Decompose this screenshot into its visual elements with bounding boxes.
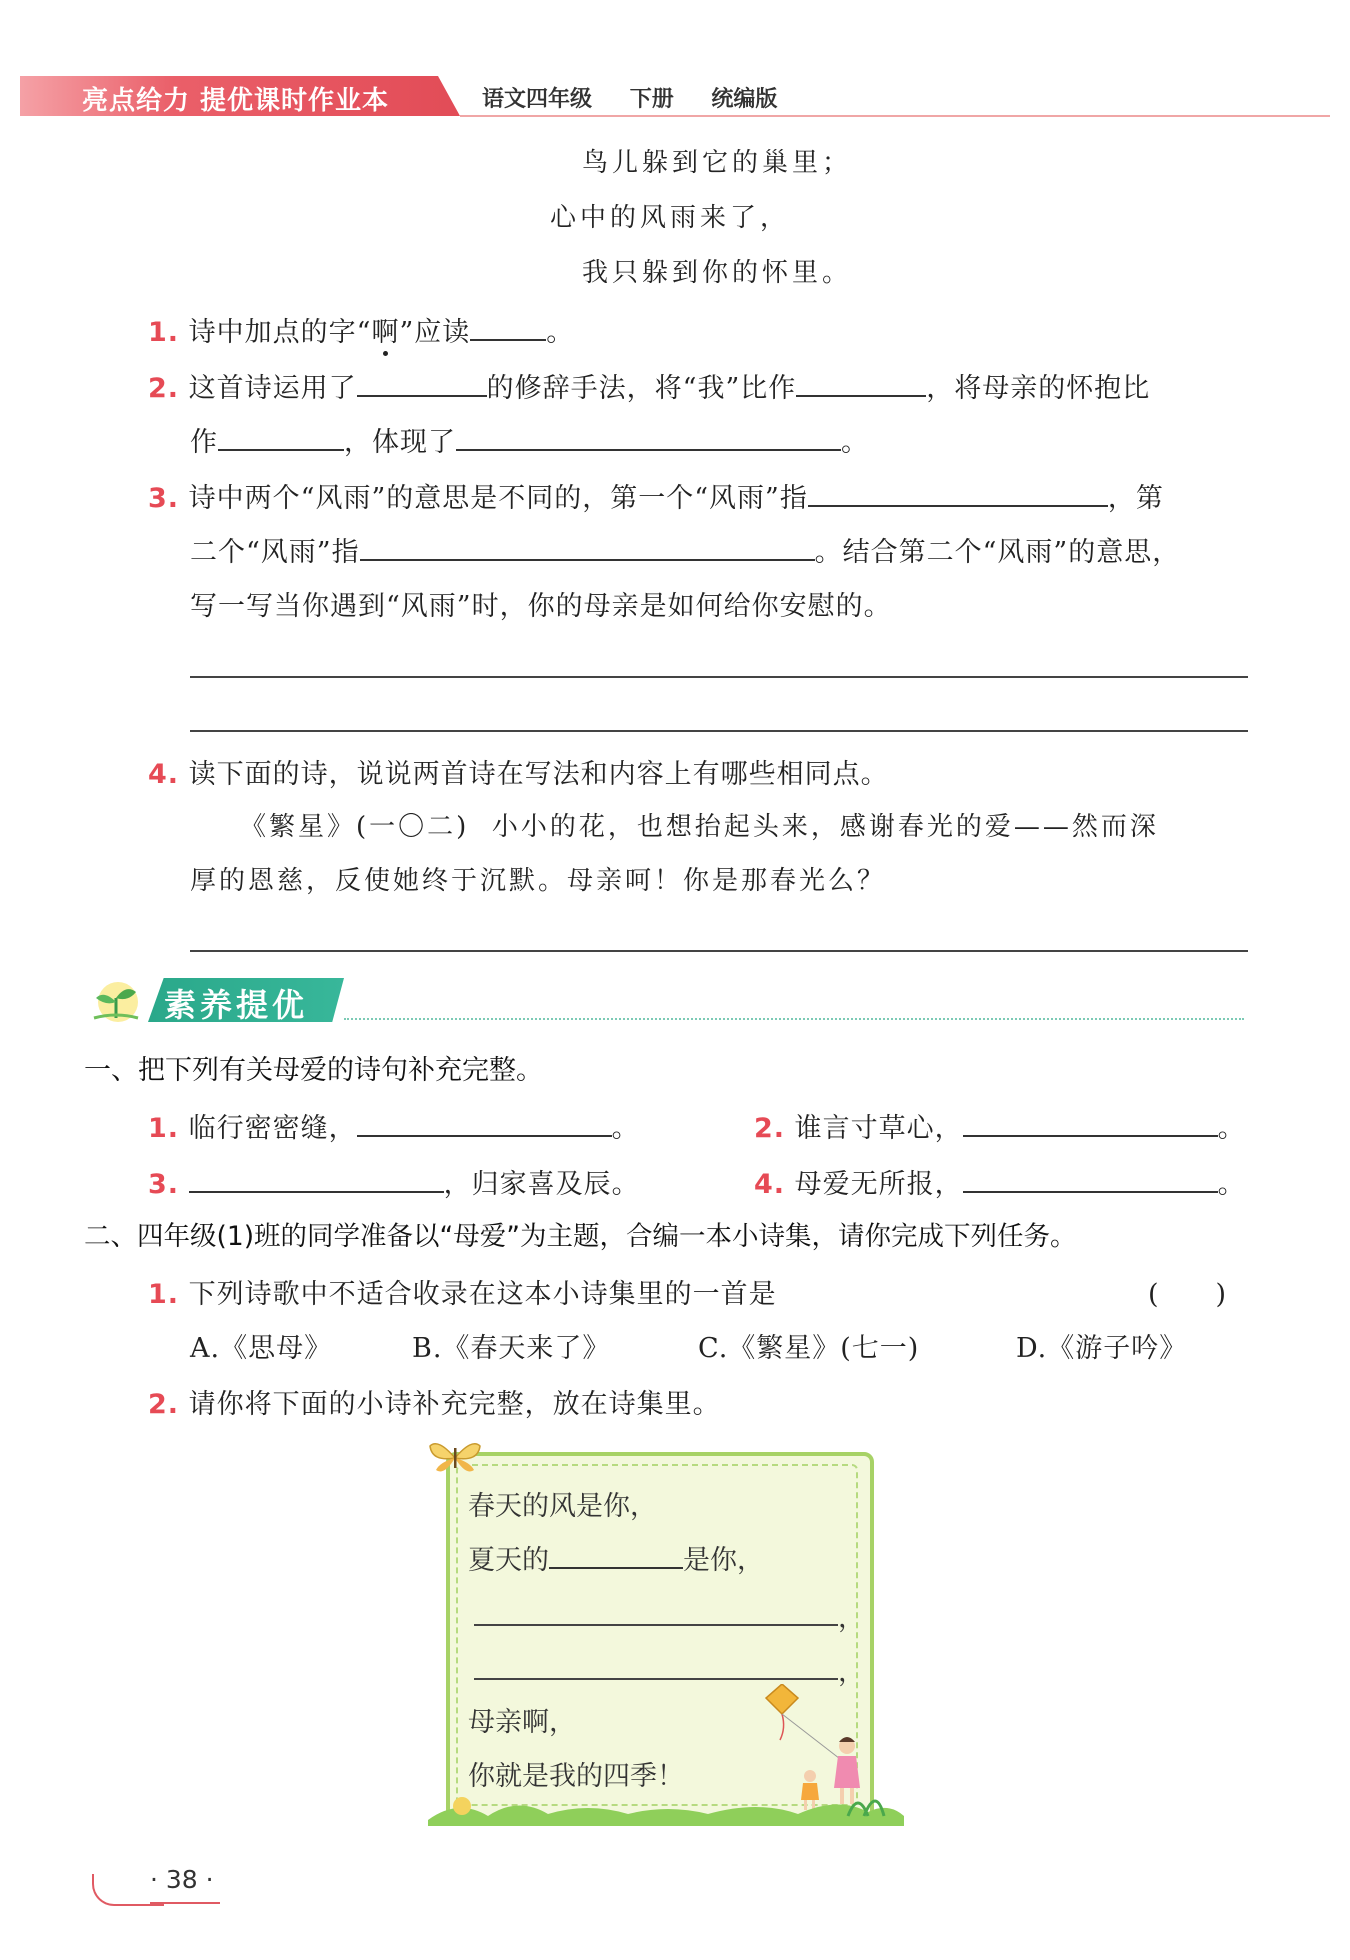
section-divider	[344, 1018, 1244, 1020]
card-line-6: 你就是我的四季！	[468, 1761, 684, 1792]
comma: ，	[838, 1603, 865, 1634]
card-line-5: 母亲啊，	[468, 1707, 576, 1738]
question-2-line-2: 作 ，体现了 。	[190, 420, 869, 459]
sprout-icon	[88, 978, 144, 1024]
question-4: 4. 读下面的诗，说说两首诗在写法和内容上有哪些相同点。	[148, 759, 889, 790]
part-2-heading: 二、四年级(1)班的同学准备以“母爱”为主题，合编一本小诗集，请你完成下列任务。	[84, 1221, 1077, 1252]
answer-line[interactable]	[190, 676, 1248, 678]
section-title: 素养提优	[164, 986, 309, 1024]
answer-line[interactable]	[190, 730, 1248, 732]
question-3-line-1: 3. 诗中两个“风雨”的意思是不同的，第一个“风雨”指 ，第	[148, 476, 1164, 515]
page-ornament-line	[150, 1902, 220, 1904]
volume-label: 下册	[629, 87, 674, 112]
poem-task: 2. 请你将下面的小诗补充完整，放在诗集里。	[148, 1389, 721, 1420]
question-number: 3.	[148, 483, 180, 514]
answer-blank[interactable]	[189, 1165, 444, 1193]
answer-blank[interactable]	[357, 1109, 612, 1137]
option-b[interactable]: B.《春天来了》	[412, 1333, 611, 1364]
edition-label: 统编版	[711, 87, 778, 112]
fill-item-3: 3. ，归家喜及辰。	[148, 1162, 640, 1201]
comma: ，	[838, 1657, 865, 1688]
answer-blank[interactable]	[357, 369, 487, 397]
quoted-poem-line-1: 《繁星》(一〇二) 小小的花，也想抬起头来，感谢春光的爱——然而深	[240, 812, 1159, 842]
answer-blank[interactable]	[549, 1541, 683, 1569]
fill-item-2: 2. 谁言寸草心， 。	[754, 1106, 1246, 1145]
question-number: 2.	[148, 373, 180, 404]
book-info	[482, 82, 807, 113]
card-line-2: 夏天的 是你，	[468, 1538, 764, 1577]
answer-blank[interactable]	[218, 423, 344, 451]
answer-blank[interactable]	[470, 313, 546, 341]
answer-blank[interactable]	[796, 369, 926, 397]
poem-line-3: 我只躲到你的怀里。	[582, 258, 853, 288]
question-3-line-3: 写一写当你遇到“风雨”时，你的母亲是如何给你安慰的。	[190, 591, 892, 622]
dotted-char: 啊	[371, 317, 400, 348]
answer-line[interactable]	[474, 1678, 838, 1680]
answer-blank[interactable]	[808, 479, 1108, 507]
option-a[interactable]: A.《思母》	[190, 1333, 333, 1364]
answer-paren[interactable]: ( )	[1148, 1279, 1228, 1310]
fill-item-4: 4. 母爱无所报， 。	[754, 1162, 1246, 1201]
quoted-poem-line-2: 厚的恩慈，反使她终于沉默。母亲呵！你是那春光么？	[190, 866, 887, 896]
book-title: 亮点给力 提优课时作业本	[82, 86, 390, 116]
quoted-poem-title: 《繁星》(一〇二)	[240, 812, 470, 842]
card-line-1: 春天的风是你，	[468, 1491, 657, 1522]
part-1-heading: 一、把下列有关母爱的诗句补充完整。	[84, 1055, 543, 1086]
poem-line-1: 鸟儿躲到它的巢里；	[582, 148, 853, 178]
question-1: 1. 诗中加点的字“啊”应读 。	[148, 310, 574, 349]
option-c[interactable]: C.《繁星》(七一)	[698, 1333, 920, 1364]
poem-line-2: 心中的风雨来了，	[550, 203, 791, 233]
choice-question: 1. 下列诗歌中不适合收录在这本小诗集里的一首是	[148, 1279, 777, 1310]
butterfly-icon	[426, 1436, 484, 1480]
answer-line[interactable]	[190, 950, 1248, 952]
fill-item-1: 1. 临行密密缝， 。	[148, 1106, 640, 1145]
subject-label: 语文四年级	[482, 87, 593, 112]
grass-decoration	[428, 1776, 904, 1826]
page-number: · 38 ·	[150, 1865, 214, 1894]
question-2-line-1: 2. 这首诗运用了 的修辞手法，将“我”比作 ，将母亲的怀抱比	[148, 366, 1150, 405]
header-rule	[460, 115, 1330, 117]
option-d[interactable]: D.《游子吟》	[1016, 1333, 1188, 1364]
answer-line[interactable]	[474, 1624, 838, 1626]
question-number: 4.	[148, 759, 180, 790]
answer-blank[interactable]	[963, 1165, 1218, 1193]
answer-blank[interactable]	[456, 423, 841, 451]
question-3-line-2: 二个“风雨”指 。结合第二个“风雨”的意思，	[190, 530, 1180, 569]
answer-blank[interactable]	[963, 1109, 1218, 1137]
answer-blank[interactable]	[360, 533, 815, 561]
question-number: 1.	[148, 317, 180, 348]
